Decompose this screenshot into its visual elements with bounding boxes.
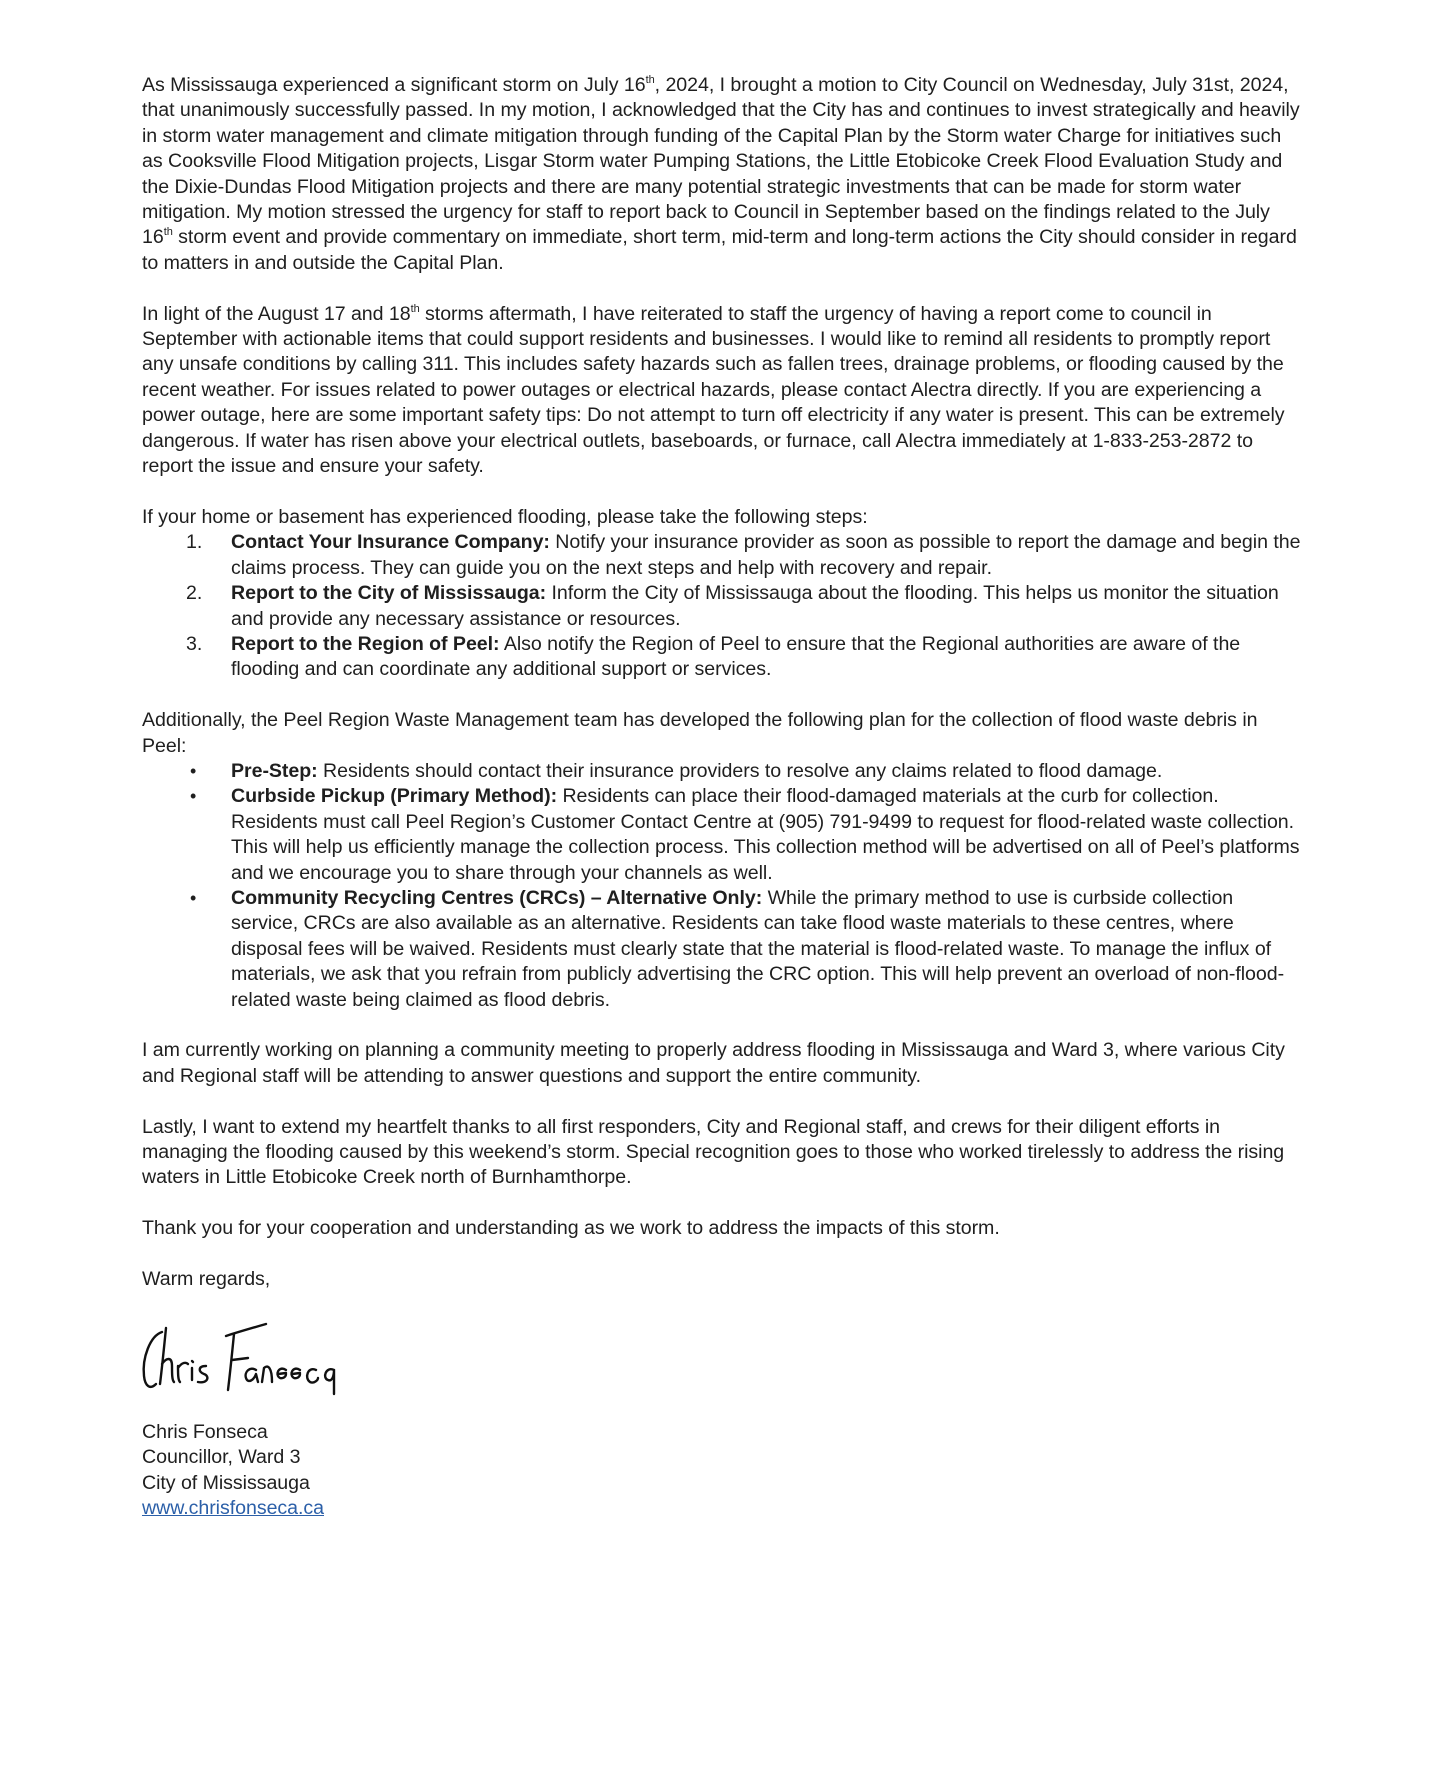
signatory-details: [142, 1420, 1302, 1522]
paragraph-august-storms: In light of the August 17 and 18th storms aftermath, I have reiterated to staff the urgency of having a report come to council in September with actionable items that could support residents and businesses. I would like to remind all residents to promptly report any unsafe conditions by calling 311. This includes safety hazards such as fallen trees, drainage problems, or flooding caused by the recent weather. For issues related to power outages or electrical hazards, please contact Alectra directly. If you are experiencing a power outage, here are some important safety tips: Do not attempt to turn off electricity if any water is present. This can be extremely dangerous. If water has risen above your electrical outlets, baseboards, or furnace, call Alectra immediately at 1-833-253-2872 to report the issue and ensure your safety.: [142, 302, 1285, 478]
paragraph-community-meeting: I am currently working on planning a community meeting to properly address flooding in Mississauga and Ward 3, where various City and Regional staff will be attending to answer questions and support the entire community.: [142, 1039, 1285, 1087]
list-item: 3. Report to the Region of Peel: Also notify the Region of Peel to ensure that the Regional authorities are aware of the flooding and can coordinate any additional support or services.: [186, 632, 1241, 681]
list-item: 2. Report to the City of Mississauga: Inform the City of Mississauga about the flooding. This helps us monitor the situation and provide any necessary assistance or resources.: [186, 582, 1279, 630]
paragraph-motion: As Mississauga experienced a significant storm on July 16th, 2024, I brought a motion to City Council on Wednesday, July 31st, 2024, that unanimously successfully passed. In my motion, I acknowledged that the City has and continues to invest strategically and heavily in storm water management and climate mitigation through funding of the Capital Plan by the Storm water Charge for initiatives such as Cooksville Flood Mitigation projects, Lisgar Storm water Pumping Stations, the Little Etobicoke Creek Flood Evaluation Study and the Dixie-Dundas Flood Mitigation projects and there are many potential strategic investments that can be made for storm water mitigation. My motion stressed the urgency for staff to report back to Council in September based on the findings related to the July 16th storm event and provide commentary on immediate, short term, mid-term and long-term actions the City should consider in regard to matters in and outside the Capital Plan.: [142, 74, 1300, 274]
signatory-title: Councillor, Ward 3: [142, 1446, 301, 1469]
website-link[interactable]: www.chrisfonseca.ca: [142, 1497, 324, 1519]
paragraph-thanks: Lastly, I want to extend my heartfelt thanks to all first responders, City and Regional staff, and crews for their diligent efforts in managing the flooding caused by this weekend’s storm. Special recognition goes to those who worked tirelessly to address the rising waters in Little Etobicoke Creek north of Burnhamthorpe.: [142, 1115, 1285, 1189]
flooding-steps-list: [142, 530, 1302, 682]
signatory-organization: City of Mississauga: [142, 1471, 310, 1494]
signature-block: [142, 1318, 1302, 1522]
list-item: • Community Recycling Centres (CRCs) – Alternative Only: While the primary method to use is curbside collection service, CRCs are also available as an alternative. Residents can take flood waste materials to these centres, where disposal fees will be waived. Residents must clearly state that the material is flood-related waste. To manage the influx of materials, we ask that you refrain from publicly advertising the CRC option. This will help prevent an overload of non-flood-related waste being claimed as flood debris.: [190, 886, 1285, 1011]
closing: Warm regards,: [142, 1267, 271, 1290]
plan-intro: Additionally, the Peel Region Waste Management team has developed the following plan for the collection of flood waste debris in Peel:: [142, 709, 1258, 757]
list-item: • Curbside Pickup (Primary Method): Residents can place their flood-damaged materials at the curb for collection. Residents must call Peel Region’s Customer Contact Centre at (905) 791-9499 to request for flood-related waste collection. This will help us efficiently manage the collection process. This collection method will be advertised on all of Peel’s platforms and we encourage you to share through your channels as well.: [190, 785, 1300, 884]
paragraph-cooperation: Thank you for your cooperation and understanding as we work to address the impacts of this storm.: [142, 1217, 1000, 1240]
list-item: • Pre-Step: Residents should contact their insurance providers to resolve any claims related to flood damage.: [142, 759, 1302, 784]
handwritten-signature-icon: [136, 1318, 336, 1398]
bullet-icon: •: [190, 887, 197, 908]
signatory-name: Chris Fonseca: [142, 1420, 268, 1443]
steps-intro: If your home or basement has experienced flooding, please take the following steps:: [142, 505, 868, 528]
letter-document: [142, 73, 1302, 1521]
bullet-icon: •: [190, 760, 197, 781]
waste-plan-list: [142, 759, 1302, 1013]
list-item: 1. Contact Your Insurance Company: Notify your insurance provider as soon as possible to report the damage and begin the claims process. They can guide you on the next steps and help with recovery and repair.: [186, 531, 1301, 579]
bullet-icon: •: [190, 786, 197, 807]
